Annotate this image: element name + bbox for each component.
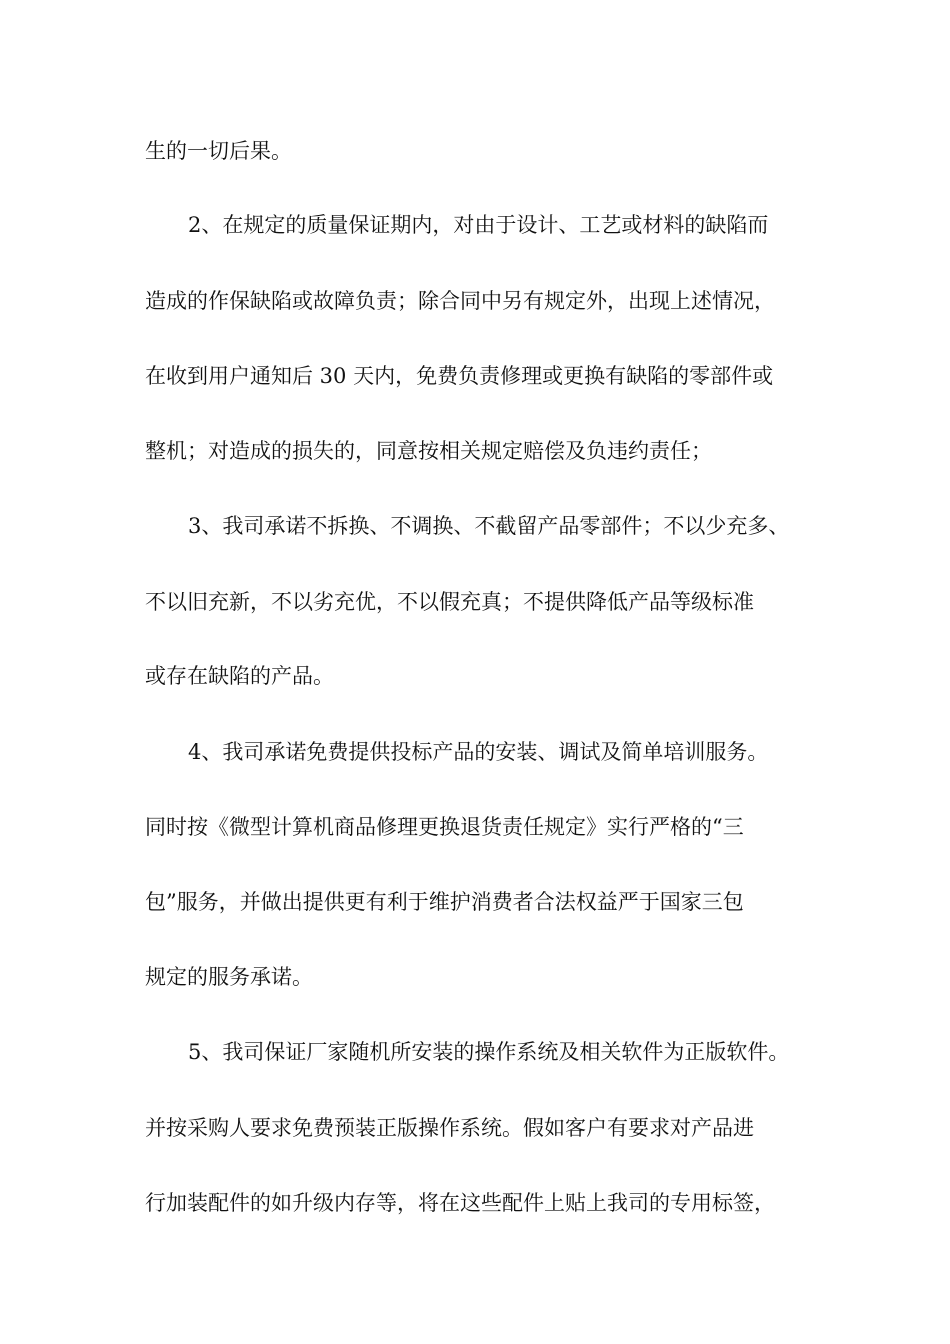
line-text: 并按采购人要求免费预装正版操作系统。假如客户有要求对产品进: [145, 1116, 754, 1140]
text-line: [0, 1183, 950, 1223]
line-text: 造成的作保缺陷或故障负责；除合同中另有规定外，出现上述情况，: [145, 289, 775, 313]
paragraph-5-first-line: [0, 1032, 950, 1072]
line-text: 生的一切后果。: [145, 139, 292, 163]
line-text: 包”服务，并做出提供更有利于维护消费者合法权益严于国家三包: [145, 890, 744, 914]
text-line: [0, 957, 950, 997]
paragraph-2-first-line: [0, 205, 950, 245]
line-text: 同时按《微型计算机商品修理更换退货责任规定》实行严格的“三: [145, 815, 744, 839]
line-text: 5、我司保证厂家随机所安装的操作系统及相关软件为正版软件。: [188, 1040, 790, 1064]
line-text: 整机；对造成的损失的，同意按相关规定赔偿及负违约责任；: [145, 439, 712, 463]
line-text: 行加装配件的如升级内存等，将在这些配件上贴上我司的专用标签，: [145, 1191, 775, 1215]
text-line: [0, 882, 950, 922]
text-line: [0, 431, 950, 471]
line-text: 规定的服务承诺。: [145, 965, 313, 989]
text-line: [0, 281, 950, 321]
line-text: 2、在规定的质量保证期内，对由于设计、工艺或材料的缺陷而: [188, 213, 769, 237]
line-text: 或存在缺陷的产品。: [145, 664, 334, 688]
text-line: [0, 356, 950, 396]
text-line: [0, 131, 950, 171]
paragraph-4-first-line: [0, 732, 950, 772]
line-text: 3、我司承诺不拆换、不调换、不截留产品零部件；不以少充多、: [188, 514, 790, 538]
text-line: [0, 582, 950, 622]
text-line: [0, 1108, 950, 1148]
text-line: [0, 656, 950, 696]
line-text: 不以旧充新，不以劣充优，不以假充真；不提供降低产品等级标准: [145, 590, 754, 614]
line-text: 在收到用户通知后 30 天内，免费负责修理或更换有缺陷的零部件或: [145, 364, 774, 388]
text-line: [0, 807, 950, 847]
paragraph-3-first-line: [0, 506, 950, 546]
line-text: 4、我司承诺免费提供投标产品的安装、调试及简单培训服务。: [188, 740, 769, 764]
